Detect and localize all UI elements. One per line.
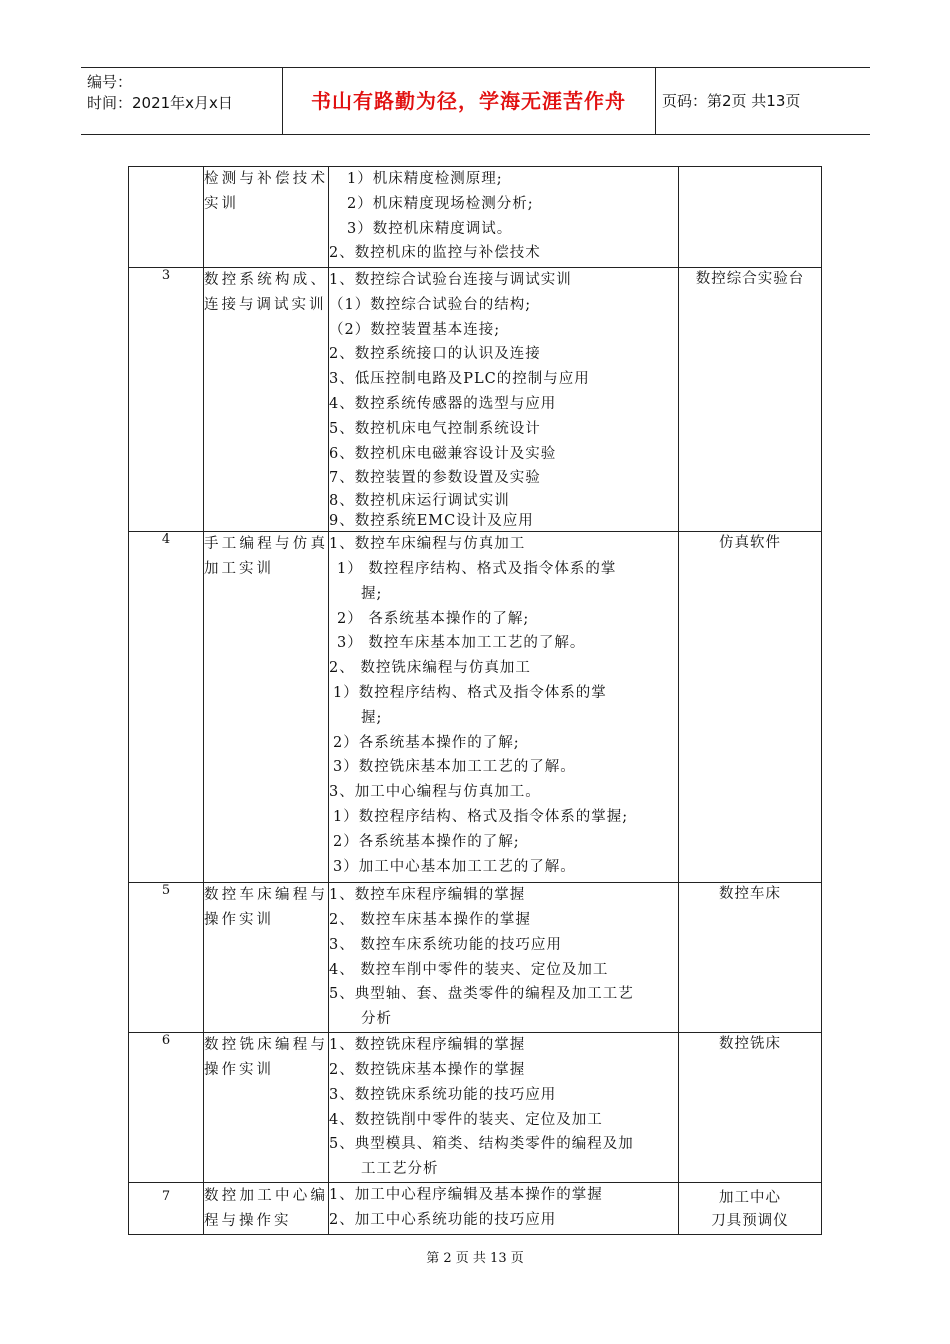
content-line: 5、数控机床电气控制系统设计: [329, 420, 541, 437]
header-motto: 书山有路勤为径，学海无涯苦作舟: [311, 89, 626, 113]
table-row: [129, 1033, 822, 1183]
content-line: 1、数控车床编程与仿真加工: [329, 536, 526, 553]
row-equipment: 仿真软件: [679, 532, 822, 883]
training-table: [128, 166, 822, 1235]
content-line: 3）数控铣床基本加工工艺的了解。: [333, 759, 576, 776]
row-course-name: 数控系统构成、连接与调试实训: [204, 268, 329, 532]
content-line: 2）各系统基本操作的了解;: [333, 734, 520, 751]
content-line: 4、数控系统传感器的选型与应用: [329, 395, 557, 412]
table-row: [129, 268, 822, 532]
page-header: [81, 67, 870, 135]
header-page-number: 页码：第2页 共13页: [662, 92, 801, 110]
row-number: 3: [129, 268, 204, 532]
content-line: 8、数控机床运行调试实训: [329, 493, 510, 510]
row-number: [129, 167, 204, 268]
content-line: 7、数控装置的参数设置及实验: [329, 470, 541, 487]
row-course-name: 数控加工中心编程与操作实: [204, 1183, 329, 1235]
content-line: 握;: [361, 709, 383, 726]
row-equipment: 数控车床: [679, 883, 822, 1033]
code-label: 编号：: [87, 73, 133, 91]
content-line: 9、数控系统EMC设计及应用: [329, 513, 534, 530]
content-line: 2、加工中心系统功能的技巧应用: [329, 1211, 557, 1228]
row-number: 6: [129, 1033, 204, 1183]
row-equipment: [679, 167, 822, 268]
content-line: 2、 数控铣床编程与仿真加工: [329, 660, 531, 677]
row-number: 7: [129, 1183, 204, 1235]
row-content: [329, 167, 679, 268]
content-line: 1、加工中心程序编辑及基本操作的掌握: [329, 1187, 603, 1204]
content-line: 2、数控机床的监控与补偿技术: [329, 245, 541, 262]
table-row: [129, 1183, 822, 1235]
content-line: （1）数控综合试验台的结构;: [329, 296, 532, 313]
content-line: 握;: [361, 585, 383, 602]
content-line: 3、 数控车床系统功能的技巧应用: [329, 936, 562, 953]
row-equipment: 数控铣床: [679, 1033, 822, 1183]
content-line: 5、典型模具、箱类、结构类零件的编程及加: [329, 1136, 634, 1153]
table-row: [129, 167, 822, 268]
content-line: 3）数控机床精度调试。: [347, 220, 513, 237]
row-content: [329, 883, 679, 1033]
row-equipment: [679, 1183, 822, 1235]
row-content: [329, 268, 679, 532]
equipment-line: 加工中心: [719, 1190, 781, 1207]
content-line: 6、数控机床电磁兼容设计及实验: [329, 445, 557, 462]
content-line: 工工艺分析: [361, 1161, 439, 1178]
row-content: [329, 532, 679, 883]
page-footer: 第 2 页 共 13 页: [426, 1251, 524, 1266]
row-content: [329, 1033, 679, 1183]
content-line: 1） 数控程序结构、格式及指令体系的掌: [337, 560, 617, 577]
content-line: （2）数控装置基本连接;: [329, 321, 501, 338]
content-line: 1、数控铣床程序编辑的掌握: [329, 1037, 526, 1054]
content-line: 2、 数控车床基本操作的掌握: [329, 911, 531, 928]
content-line: 3、数控铣床系统功能的技巧应用: [329, 1086, 557, 1103]
content-line: 分析: [361, 1011, 392, 1028]
row-course-name: 数控车床编程与操作实训: [204, 883, 329, 1033]
row-equipment: 数控综合实验台: [679, 268, 822, 532]
row-course-name: 手工编程与仿真加工实训: [204, 532, 329, 883]
header-divider: [655, 68, 656, 134]
equipment-line: 刀具预调仪: [711, 1213, 789, 1230]
content-line: 3） 数控车床基本加工工艺的了解。: [337, 635, 586, 652]
content-line: 1）数控程序结构、格式及指令体系的掌: [333, 684, 607, 701]
content-line: 4、 数控车削中零件的装夹、定位及加工: [329, 961, 609, 978]
time-label: 时间：2021年x月x日: [87, 94, 233, 112]
content-line: 3、加工中心编程与仿真加工。: [329, 784, 541, 801]
row-number: 4: [129, 532, 204, 883]
row-number: 5: [129, 883, 204, 1033]
table-row: [129, 532, 822, 883]
content-line: 2）机床精度现场检测分析;: [347, 195, 534, 212]
content-line: 1）数控程序结构、格式及指令体系的掌握;: [333, 808, 629, 825]
row-course-name: 检测与补偿技术实训: [204, 167, 329, 268]
content-line: 1、数控车床程序编辑的掌握: [329, 887, 526, 904]
content-line: 5、典型轴、套、盘类零件的编程及加工工艺: [329, 986, 634, 1003]
row-content: [329, 1183, 679, 1235]
content-line: 2）各系统基本操作的了解;: [333, 833, 520, 850]
content-line: 1、数控综合试验台连接与调试实训: [329, 272, 572, 288]
header-meta: [87, 72, 233, 114]
content-line: 2） 各系统基本操作的了解;: [337, 610, 530, 627]
content-line: 4、数控铣削中零件的装夹、定位及加工: [329, 1111, 603, 1128]
content-line: 3）加工中心基本加工工艺的了解。: [333, 858, 576, 875]
row-course-name: 数控铣床编程与操作实训: [204, 1033, 329, 1183]
content-line: 2、数控系统接口的认识及连接: [329, 346, 541, 363]
content-line: 1）机床精度检测原理;: [347, 171, 503, 187]
content-line: 2、数控铣床基本操作的掌握: [329, 1061, 526, 1078]
table-row: [129, 883, 822, 1033]
content-line: 3、低压控制电路及PLC的控制与应用: [329, 371, 590, 388]
